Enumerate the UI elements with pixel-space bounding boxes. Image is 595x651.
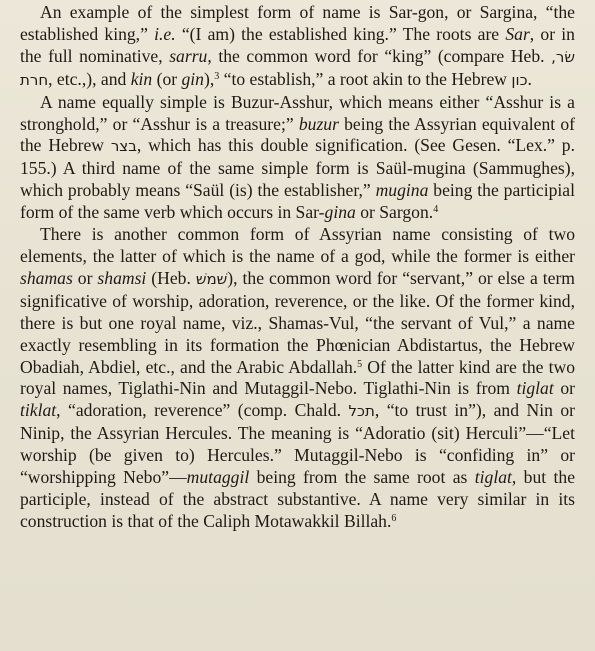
text-run: .: [527, 68, 532, 89]
hebrew-word: בצר: [110, 137, 137, 156]
text-run: , or in the full nominative,: [20, 23, 575, 66]
italic-term: sarru: [169, 45, 208, 66]
paragraph-compound-names: [20, 224, 575, 533]
italic-term: tiklat: [20, 400, 57, 421]
text-run: (or: [152, 68, 182, 89]
text-run: , “adoration, reverence” (comp. Chald.: [56, 400, 349, 421]
text-run: ),: [203, 68, 215, 89]
text-run: , etc.,), and: [48, 68, 131, 89]
hebrew-word: תכל: [348, 402, 375, 421]
paragraph-buzur-asshur: [20, 92, 575, 224]
text-run: A name equally simple is Buzur-Asshur, which means either “Asshur is a stronghold,” or “Asshur is a treasure;”: [20, 91, 575, 134]
text-run: or: [72, 267, 98, 288]
footnote-ref: 6: [391, 512, 397, 524]
paragraph-sargon: [20, 2, 575, 92]
footnote-ref: 3: [214, 70, 220, 82]
italic-term: mutaggil: [186, 467, 250, 488]
italic-term: Sar: [505, 23, 530, 44]
text-run: or: [553, 378, 575, 399]
italic-term: buzur: [298, 113, 339, 134]
text-run: or Sargon.: [355, 202, 434, 223]
italic-term: shamas: [20, 267, 73, 288]
text-run: being the Assyrian equivalent of the Hebrew: [20, 113, 575, 156]
hebrew-word: שׂר, חרת: [20, 47, 575, 89]
italic-term: gin: [181, 68, 204, 89]
footnote-ref: 4: [433, 204, 439, 216]
text-run: being the participial form of the same verb which occurs in Sar-: [20, 180, 575, 223]
italic-term: kin: [130, 68, 153, 89]
text-run: There is another common form of Assyrian name consisting of two elements, the latter of which is the name of a god, while the former is either: [20, 224, 575, 266]
text-run: , which has this double signification. (See Gesen. “Lex.” p. 155.) A third name of the same simple form is Saül-mugina (Sammughes), which probably means “Saül (is) the establisher,”: [20, 135, 575, 201]
italic-term: i.e.: [154, 23, 176, 44]
italic-term: mugina: [375, 180, 429, 201]
text-run: An example of the simplest form of name is Sar-gon, or Sargina, “the established king,”: [20, 2, 575, 44]
text-run: , but the participle, instead of the abstract substantive. A name very similar in its construction is that of the Caliph Motawakkil Billah.: [20, 467, 576, 531]
italic-term: gina: [324, 202, 356, 223]
italic-term: tiglat: [474, 467, 512, 488]
text-run: , the common word for “king” (compare Heb.: [207, 45, 552, 66]
italic-term: tiglat: [516, 378, 554, 399]
text-run: “to establish,” a root akin to the Hebrew: [219, 68, 512, 89]
text-run: , “to trust in”), and Nin or Ninip, the Assyrian Hercules. The meaning is “Adoratio (sit) Herculi”—“Let worship (be given to) Hercules.” Mutaggil-Nebo is “confiding in” or “worshipping Nebo”—: [20, 400, 575, 488]
text-run: “(I am) the established king.” The roots are: [175, 23, 506, 44]
text-run: Of the latter kind are the two royal names, Tiglathi-Nin and Mutaggil-Nebo. Tiglathi-Nin is from: [20, 356, 575, 399]
hebrew-word: שׁמשׁ: [195, 269, 228, 288]
hebrew-word: כון: [511, 70, 528, 89]
text-run: being from the same root as: [249, 467, 475, 488]
footnote-ref: 5: [357, 358, 363, 370]
text-run: (Heb.: [146, 267, 196, 288]
text-run: ), the common word for “servant,” or else a term significative of worship, adoration, reverence, or the like. Of the former kind, there is but one royal name, viz., Shamas-Vul, “the servant of Vul,” a name exactly resembling in its formation the Phœnician Abdistartus, the Hebrew Obadiah, Abdiel, etc., and the Arabic Abdallah.: [20, 267, 575, 377]
italic-term: shamsi: [97, 267, 147, 288]
